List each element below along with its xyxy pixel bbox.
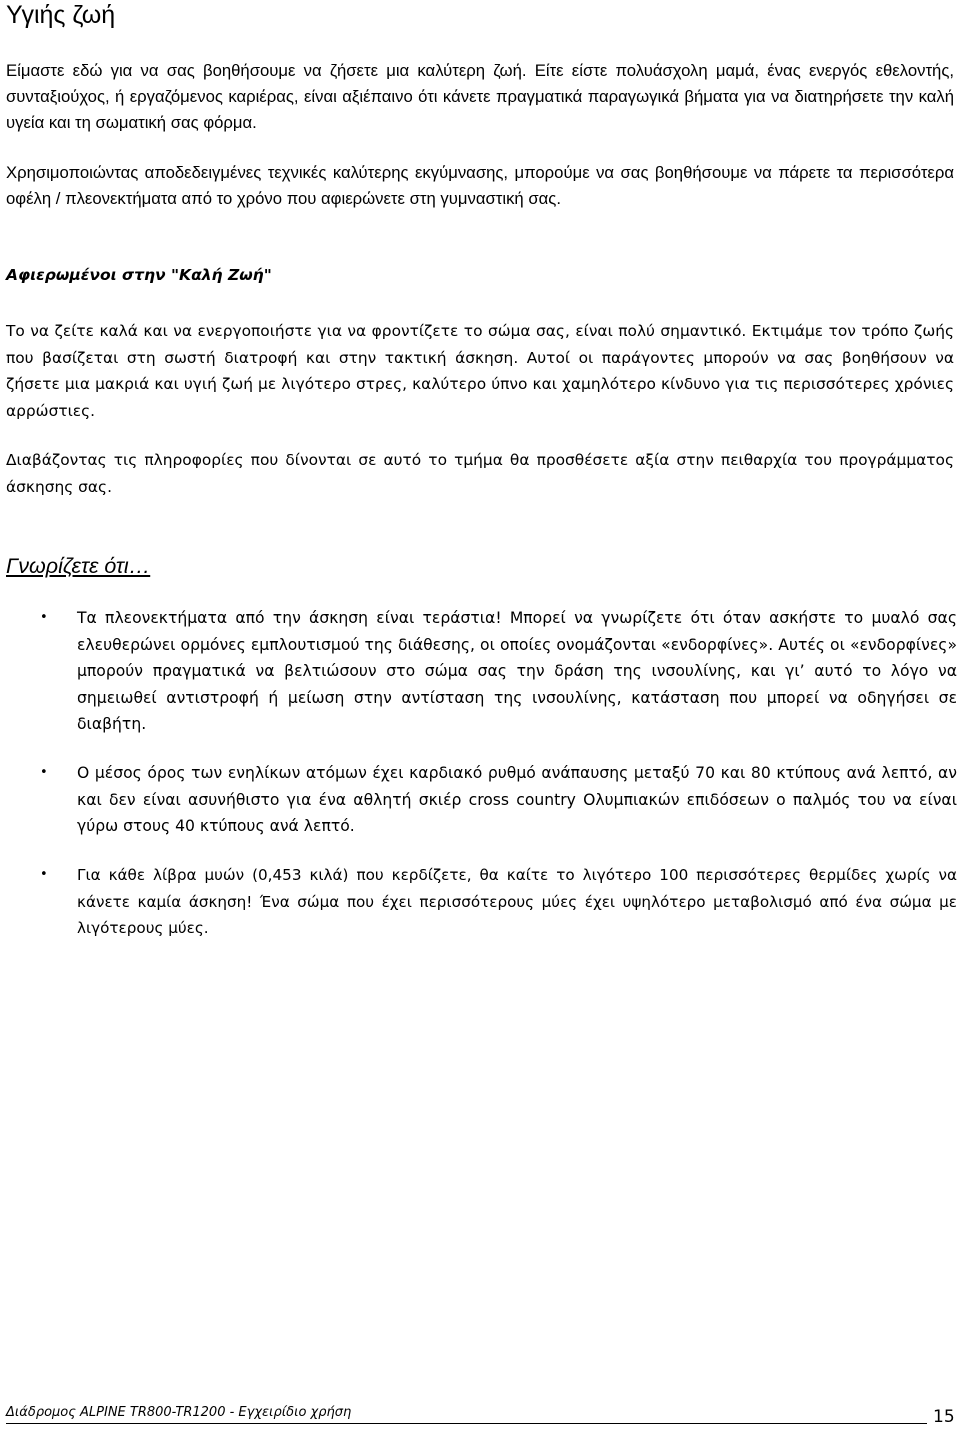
list-item-text: Για κάθε λίβρα μυών (0,453 κιλά) που κερδίζετε, θα καίτε το λιγότερο 100 περισσότερες θερμίδες χωρίς να κάνετε καμία άσκηση! Ένα σώμα που έχει περισσότερους μύες έχει υψηλότερο μεταβολισμό από ένα σώμα με λιγότερους μύες.	[77, 866, 957, 937]
bullet-icon: •	[40, 765, 48, 780]
bullet-icon: •	[40, 867, 48, 882]
list-item-text: Ο μέσος όρος των ενηλίκων ατόμων έχει καρδιακό ρυθμό ανάπαυσης μεταξύ 70 και 80 κτύπους ανά λεπτό, αν και δεν είναι ασυνήθιστο για ένα αθλητή σκιέρ cross country Ολυμπιακών επιδόσεων ο παλμός του να είναι γύρω στους 40 κτύπους ανά λεπτό.	[77, 764, 957, 835]
page-number: 15	[933, 1407, 955, 1427]
intro-paragraph-1: Είμαστε εδώ για να σας βοηθήσουμε να ζήσετε μια καλύτερη ζωή. Είτε είστε πολυάσχολη μαμά, ένας ενεργός εθελοντής, συνταξιούχος, ή εργαζόμενος καριέρας, είναι αξιέπαινο ότι κάνετε πραγματικά παραγωγικά βήματα για να διατηρήσετε την καλή υγεία και τη σωματική σας φόρμα.	[6, 61, 954, 132]
bullet-icon: •	[40, 610, 48, 625]
list-item-text: Τα πλεονεκτήματα από την άσκηση είναι τεράστια! Μπορεί να γνωρίζετε ότι όταν ασκήστε το μυαλό σας ελευθερώνει ορμόνες εμπλουτισμού της διάθεσης, οι οποίες ονομάζονται «ενδορφίνες». Αυτές οι «ενδορφίνες» μπορούν πραγματικά να βελτιώσουν στο σώμα σας την δράση της ινσουλίνης, και γι’ αυτό το λόγο να σημειωθεί αντιστροφή ή μείωση στην αντίσταση της ινσουλίνης, κατάσταση που μπορεί να οδηγήσει σε διαβήτη.	[77, 609, 957, 733]
footer-title: Διάδρομος ALPINE TR800-TR1200 - Εγχειρίδιο χρήση	[6, 1405, 352, 1420]
body-paragraph-1: Το να ζείτε καλά και να ενεργοποιήστε για να φροντίζετε το σώμα σας, είναι πολύ σημαντικό. Εκτιμάμε τον τρόπο ζωής που βασίζεται στη σωστή διατροφή και στην τακτική άσκηση. Αυτοί οι παράγοντες μπορούν να σας βοηθήσουν να ζήσετε μια μακριά και υγιή ζωή με λιγότερο στρες, καλύτερο ύπνο και χαμηλότερο κίνδυνο για τις περισσότερες χρόνιες αρρώστιες.	[6, 322, 954, 420]
body-paragraph-2: Διαβάζοντας τις πληροφορίες που δίνονται σε αυτό το τμήμα θα προσθέσετε αξία στην πειθαρχία του προγράμματος άσκησης σας.	[6, 451, 954, 496]
did-you-know-heading: Γνωρίζετε ότι…	[6, 554, 151, 578]
section-subheading: Αφιερωμένοι στην "Καλή Ζωή"	[6, 266, 272, 284]
page-title: Υγιής ζωή	[6, 1, 116, 29]
intro-paragraph-2: Χρησιμοποιώντας αποδεδειγμένες τεχνικές καλύτερης εκγύμνασης, μπορούμε να σας βοηθήσουμε να πάρετε τα περισσότερα οφέλη / πλεονεκτήματα από το χρόνο που αφιερώνετε στη γυμναστική σας.	[6, 163, 954, 208]
footer-divider	[6, 1423, 927, 1424]
